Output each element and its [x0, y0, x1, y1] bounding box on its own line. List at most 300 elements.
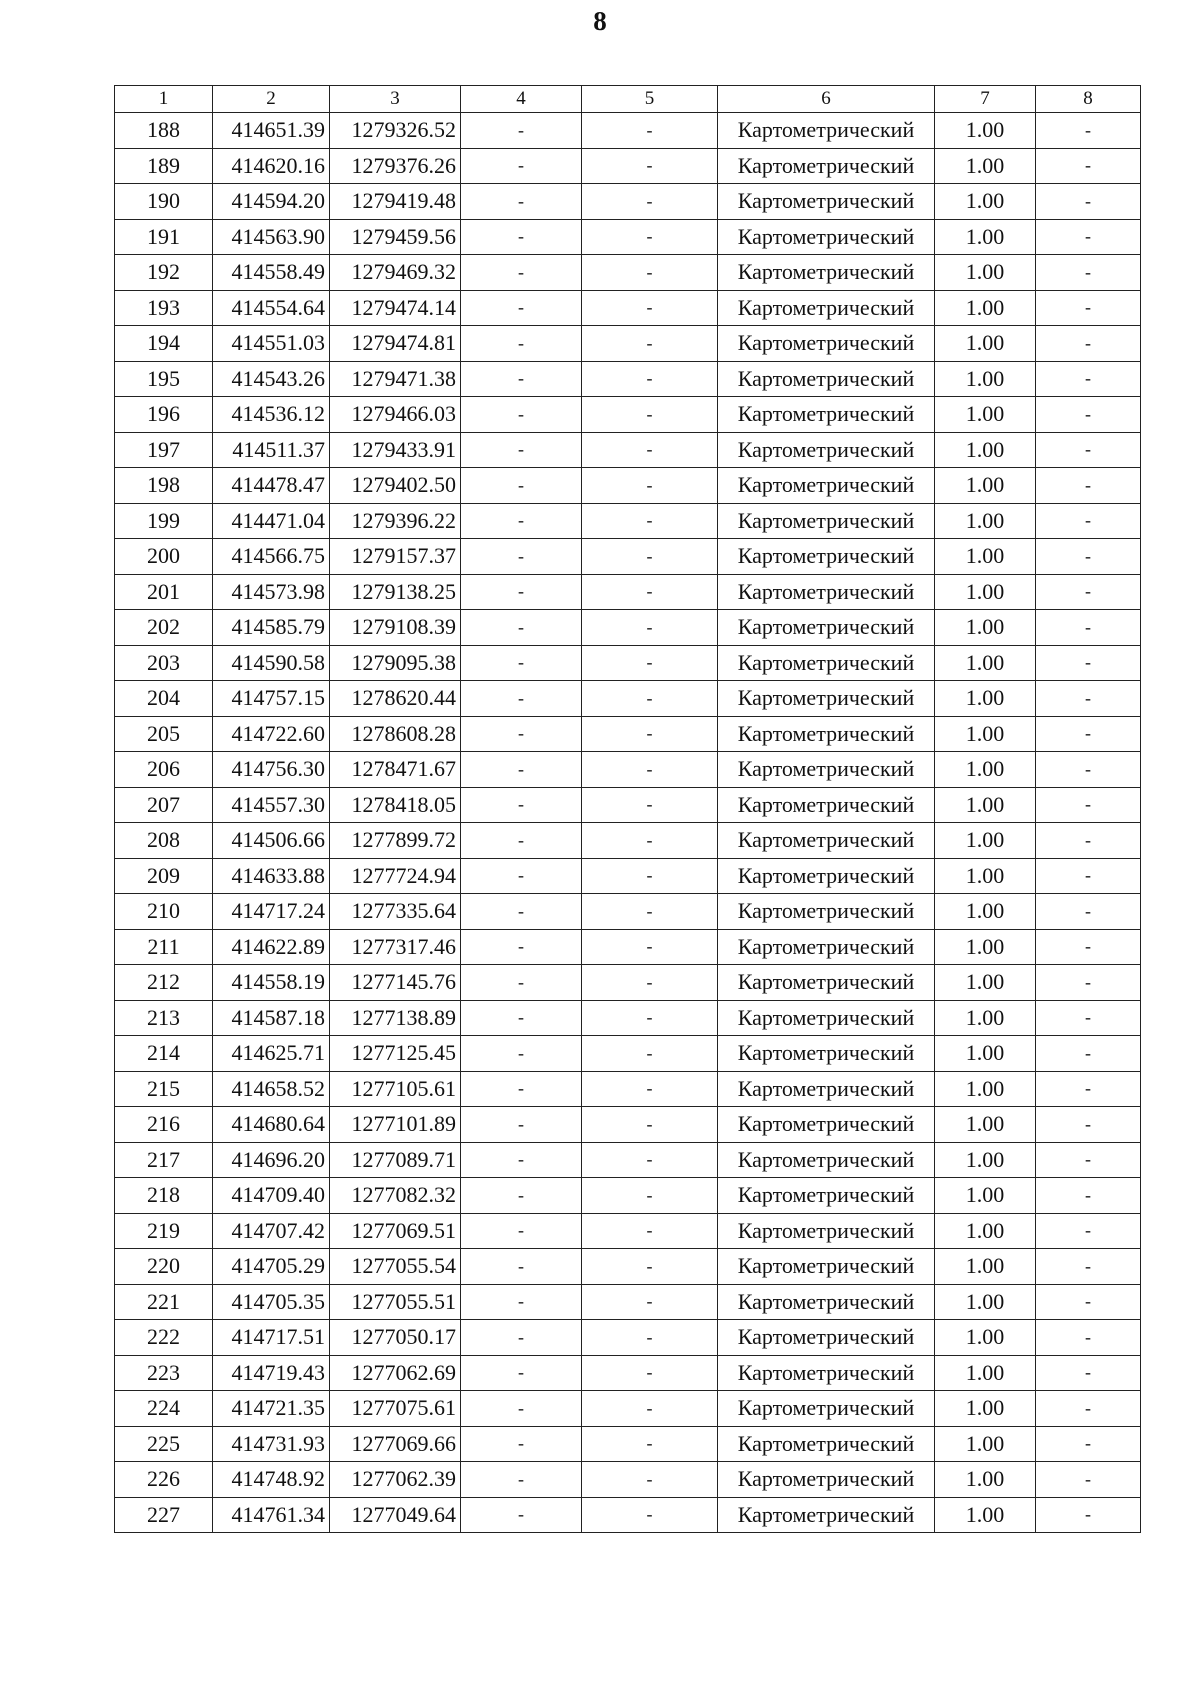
table-row	[115, 1000, 1141, 1036]
cell-col-8: -	[1036, 1391, 1141, 1427]
cell-point-number: 208	[115, 823, 213, 859]
cell-y-coordinate: 1279326.52	[330, 113, 461, 149]
cell-accuracy: 1.00	[935, 539, 1036, 575]
cell-x-coordinate: 414551.03	[213, 326, 330, 362]
cell-point-number: 213	[115, 1000, 213, 1036]
cell-point-number: 194	[115, 326, 213, 362]
cell-accuracy: 1.00	[935, 787, 1036, 823]
cell-col-4: -	[461, 894, 582, 930]
cell-point-number: 193	[115, 290, 213, 326]
cell-y-coordinate: 1278620.44	[330, 681, 461, 717]
cell-col-5: -	[582, 929, 718, 965]
cell-x-coordinate: 414707.42	[213, 1213, 330, 1249]
cell-y-coordinate: 1277317.46	[330, 929, 461, 965]
cell-y-coordinate: 1277062.39	[330, 1462, 461, 1498]
cell-x-coordinate: 414696.20	[213, 1142, 330, 1178]
cell-y-coordinate: 1277899.72	[330, 823, 461, 859]
cell-point-number: 189	[115, 148, 213, 184]
cell-col-8: -	[1036, 610, 1141, 646]
cell-col-4: -	[461, 1391, 582, 1427]
cell-col-8: -	[1036, 787, 1141, 823]
cell-accuracy: 1.00	[935, 1036, 1036, 1072]
cell-accuracy: 1.00	[935, 858, 1036, 894]
cell-col-8: -	[1036, 1107, 1141, 1143]
cell-col-8: -	[1036, 1355, 1141, 1391]
cell-accuracy: 1.00	[935, 1391, 1036, 1427]
cell-x-coordinate: 414563.90	[213, 219, 330, 255]
cell-y-coordinate: 1277069.66	[330, 1426, 461, 1462]
cell-y-coordinate: 1279466.03	[330, 397, 461, 433]
cell-col-4: -	[461, 255, 582, 291]
cell-accuracy: 1.00	[935, 219, 1036, 255]
cell-accuracy: 1.00	[935, 681, 1036, 717]
cell-accuracy: 1.00	[935, 184, 1036, 220]
cell-col-4: -	[461, 1036, 582, 1072]
table-row	[115, 113, 1141, 149]
cell-accuracy: 1.00	[935, 1249, 1036, 1285]
cell-col-4: -	[461, 610, 582, 646]
cell-col-4: -	[461, 1320, 582, 1356]
cell-col-5: -	[582, 1036, 718, 1072]
column-header-7: 7	[935, 86, 1036, 113]
cell-col-4: -	[461, 326, 582, 362]
table-row	[115, 1178, 1141, 1214]
cell-col-8: -	[1036, 1036, 1141, 1072]
table-row	[115, 1213, 1141, 1249]
cell-point-number: 223	[115, 1355, 213, 1391]
table-row	[115, 716, 1141, 752]
table-header-row	[115, 86, 1141, 113]
cell-point-number: 225	[115, 1426, 213, 1462]
table-row	[115, 1071, 1141, 1107]
cell-col-5: -	[582, 645, 718, 681]
cell-method: Картометрический	[718, 1284, 935, 1320]
cell-point-number: 206	[115, 752, 213, 788]
cell-y-coordinate: 1277082.32	[330, 1178, 461, 1214]
cell-point-number: 197	[115, 432, 213, 468]
cell-col-5: -	[582, 1284, 718, 1320]
table-row	[115, 823, 1141, 859]
cell-point-number: 224	[115, 1391, 213, 1427]
cell-col-4: -	[461, 1213, 582, 1249]
cell-col-4: -	[461, 432, 582, 468]
cell-y-coordinate: 1279459.56	[330, 219, 461, 255]
cell-point-number: 203	[115, 645, 213, 681]
cell-method: Картометрический	[718, 858, 935, 894]
cell-col-5: -	[582, 148, 718, 184]
cell-point-number: 190	[115, 184, 213, 220]
table-row	[115, 1036, 1141, 1072]
cell-accuracy: 1.00	[935, 1284, 1036, 1320]
cell-col-8: -	[1036, 1497, 1141, 1533]
cell-method: Картометрический	[718, 219, 935, 255]
cell-col-5: -	[582, 184, 718, 220]
cell-point-number: 192	[115, 255, 213, 291]
cell-method: Картометрический	[718, 148, 935, 184]
cell-col-4: -	[461, 361, 582, 397]
table-row	[115, 894, 1141, 930]
cell-method: Картометрический	[718, 574, 935, 610]
cell-method: Картометрический	[718, 1249, 935, 1285]
cell-accuracy: 1.00	[935, 113, 1036, 149]
cell-point-number: 216	[115, 1107, 213, 1143]
table-row	[115, 326, 1141, 362]
table-row	[115, 1355, 1141, 1391]
cell-x-coordinate: 414587.18	[213, 1000, 330, 1036]
cell-col-4: -	[461, 681, 582, 717]
cell-point-number: 198	[115, 468, 213, 504]
cell-accuracy: 1.00	[935, 965, 1036, 1001]
cell-col-4: -	[461, 823, 582, 859]
cell-point-number: 191	[115, 219, 213, 255]
cell-x-coordinate: 414721.35	[213, 1391, 330, 1427]
cell-method: Картометрический	[718, 539, 935, 575]
cell-x-coordinate: 414761.34	[213, 1497, 330, 1533]
cell-accuracy: 1.00	[935, 1178, 1036, 1214]
cell-accuracy: 1.00	[935, 290, 1036, 326]
cell-col-5: -	[582, 1426, 718, 1462]
cell-y-coordinate: 1279419.48	[330, 184, 461, 220]
cell-point-number: 210	[115, 894, 213, 930]
cell-x-coordinate: 414585.79	[213, 610, 330, 646]
cell-method: Картометрический	[718, 255, 935, 291]
cell-x-coordinate: 414573.98	[213, 574, 330, 610]
cell-accuracy: 1.00	[935, 1000, 1036, 1036]
cell-col-8: -	[1036, 184, 1141, 220]
cell-point-number: 188	[115, 113, 213, 149]
table-row	[115, 148, 1141, 184]
cell-point-number: 226	[115, 1462, 213, 1498]
cell-point-number: 202	[115, 610, 213, 646]
cell-point-number: 220	[115, 1249, 213, 1285]
cell-accuracy: 1.00	[935, 1355, 1036, 1391]
cell-accuracy: 1.00	[935, 716, 1036, 752]
cell-x-coordinate: 414543.26	[213, 361, 330, 397]
cell-accuracy: 1.00	[935, 148, 1036, 184]
cell-col-4: -	[461, 148, 582, 184]
cell-y-coordinate: 1279433.91	[330, 432, 461, 468]
table-row	[115, 1284, 1141, 1320]
cell-accuracy: 1.00	[935, 397, 1036, 433]
cell-col-8: -	[1036, 432, 1141, 468]
cell-method: Картометрический	[718, 1178, 935, 1214]
cell-col-5: -	[582, 752, 718, 788]
table-row	[115, 858, 1141, 894]
cell-col-4: -	[461, 645, 582, 681]
cell-x-coordinate: 414722.60	[213, 716, 330, 752]
cell-y-coordinate: 1277075.61	[330, 1391, 461, 1427]
cell-method: Картометрический	[718, 787, 935, 823]
cell-col-5: -	[582, 1462, 718, 1498]
cell-col-4: -	[461, 787, 582, 823]
table-row	[115, 1497, 1141, 1533]
cell-col-8: -	[1036, 219, 1141, 255]
cell-col-5: -	[582, 432, 718, 468]
table-row	[115, 1462, 1141, 1498]
cell-method: Картометрический	[718, 113, 935, 149]
cell-y-coordinate: 1279396.22	[330, 503, 461, 539]
table-row	[115, 1142, 1141, 1178]
cell-col-4: -	[461, 1178, 582, 1214]
cell-col-8: -	[1036, 823, 1141, 859]
cell-col-8: -	[1036, 148, 1141, 184]
cell-y-coordinate: 1277138.89	[330, 1000, 461, 1036]
cell-col-8: -	[1036, 1071, 1141, 1107]
cell-col-4: -	[461, 503, 582, 539]
cell-col-8: -	[1036, 1213, 1141, 1249]
cell-point-number: 219	[115, 1213, 213, 1249]
cell-accuracy: 1.00	[935, 610, 1036, 646]
cell-col-4: -	[461, 1355, 582, 1391]
cell-col-4: -	[461, 539, 582, 575]
cell-y-coordinate: 1277050.17	[330, 1320, 461, 1356]
cell-x-coordinate: 414757.15	[213, 681, 330, 717]
cell-method: Картометрический	[718, 894, 935, 930]
cell-x-coordinate: 414558.49	[213, 255, 330, 291]
cell-col-5: -	[582, 574, 718, 610]
cell-col-8: -	[1036, 1142, 1141, 1178]
cell-method: Картометрический	[718, 1355, 935, 1391]
cell-x-coordinate: 414566.75	[213, 539, 330, 575]
cell-col-8: -	[1036, 361, 1141, 397]
cell-col-4: -	[461, 929, 582, 965]
cell-col-8: -	[1036, 255, 1141, 291]
cell-accuracy: 1.00	[935, 1142, 1036, 1178]
cell-x-coordinate: 414511.37	[213, 432, 330, 468]
cell-col-8: -	[1036, 1249, 1141, 1285]
table-row	[115, 1320, 1141, 1356]
cell-accuracy: 1.00	[935, 823, 1036, 859]
cell-y-coordinate: 1277105.61	[330, 1071, 461, 1107]
cell-y-coordinate: 1277055.51	[330, 1284, 461, 1320]
cell-accuracy: 1.00	[935, 1497, 1036, 1533]
cell-col-8: -	[1036, 752, 1141, 788]
cell-col-5: -	[582, 858, 718, 894]
cell-col-5: -	[582, 503, 718, 539]
cell-method: Картометрический	[718, 929, 935, 965]
cell-x-coordinate: 414590.58	[213, 645, 330, 681]
cell-col-4: -	[461, 1071, 582, 1107]
cell-col-5: -	[582, 1107, 718, 1143]
table-row	[115, 184, 1141, 220]
cell-col-4: -	[461, 1462, 582, 1498]
cell-y-coordinate: 1279376.26	[330, 148, 461, 184]
table-row	[115, 219, 1141, 255]
cell-point-number: 221	[115, 1284, 213, 1320]
cell-x-coordinate: 414557.30	[213, 787, 330, 823]
cell-col-5: -	[582, 219, 718, 255]
cell-accuracy: 1.00	[935, 326, 1036, 362]
cell-col-8: -	[1036, 290, 1141, 326]
cell-col-8: -	[1036, 1320, 1141, 1356]
table-row	[115, 290, 1141, 326]
cell-col-5: -	[582, 1071, 718, 1107]
cell-x-coordinate: 414709.40	[213, 1178, 330, 1214]
table-row	[115, 610, 1141, 646]
table-row	[115, 503, 1141, 539]
cell-y-coordinate: 1279474.81	[330, 326, 461, 362]
cell-col-5: -	[582, 681, 718, 717]
cell-col-5: -	[582, 468, 718, 504]
cell-col-8: -	[1036, 503, 1141, 539]
cell-method: Картометрический	[718, 1462, 935, 1498]
cell-accuracy: 1.00	[935, 1071, 1036, 1107]
cell-method: Картометрический	[718, 1071, 935, 1107]
cell-method: Картометрический	[718, 752, 935, 788]
cell-y-coordinate: 1277069.51	[330, 1213, 461, 1249]
cell-accuracy: 1.00	[935, 1426, 1036, 1462]
cell-method: Картометрический	[718, 965, 935, 1001]
cell-y-coordinate: 1278418.05	[330, 787, 461, 823]
table-row	[115, 361, 1141, 397]
cell-x-coordinate: 414622.89	[213, 929, 330, 965]
cell-x-coordinate: 414748.92	[213, 1462, 330, 1498]
cell-method: Картометрический	[718, 716, 935, 752]
cell-accuracy: 1.00	[935, 255, 1036, 291]
cell-col-5: -	[582, 326, 718, 362]
table-row	[115, 787, 1141, 823]
cell-method: Картометрический	[718, 681, 935, 717]
cell-method: Картометрический	[718, 1107, 935, 1143]
cell-method: Картометрический	[718, 397, 935, 433]
cell-col-8: -	[1036, 681, 1141, 717]
table-row	[115, 574, 1141, 610]
cell-x-coordinate: 414594.20	[213, 184, 330, 220]
cell-point-number: 209	[115, 858, 213, 894]
cell-col-4: -	[461, 1284, 582, 1320]
cell-accuracy: 1.00	[935, 468, 1036, 504]
cell-col-4: -	[461, 468, 582, 504]
cell-method: Картометрический	[718, 645, 935, 681]
cell-col-4: -	[461, 1000, 582, 1036]
cell-col-8: -	[1036, 539, 1141, 575]
cell-col-5: -	[582, 1142, 718, 1178]
cell-x-coordinate: 414633.88	[213, 858, 330, 894]
cell-col-4: -	[461, 1142, 582, 1178]
cell-col-8: -	[1036, 894, 1141, 930]
cell-x-coordinate: 414731.93	[213, 1426, 330, 1462]
cell-x-coordinate: 414536.12	[213, 397, 330, 433]
cell-point-number: 195	[115, 361, 213, 397]
cell-y-coordinate: 1279469.32	[330, 255, 461, 291]
cell-x-coordinate: 414651.39	[213, 113, 330, 149]
cell-col-8: -	[1036, 1284, 1141, 1320]
cell-y-coordinate: 1279474.14	[330, 290, 461, 326]
table-row	[115, 645, 1141, 681]
cell-point-number: 214	[115, 1036, 213, 1072]
cell-col-5: -	[582, 1497, 718, 1533]
table-row	[115, 1107, 1141, 1143]
cell-col-5: -	[582, 361, 718, 397]
cell-col-8: -	[1036, 468, 1141, 504]
table-row	[115, 929, 1141, 965]
table-row	[115, 1249, 1141, 1285]
page-number: 8	[593, 6, 607, 36]
cell-col-4: -	[461, 397, 582, 433]
cell-point-number: 217	[115, 1142, 213, 1178]
cell-point-number: 211	[115, 929, 213, 965]
cell-col-8: -	[1036, 858, 1141, 894]
cell-point-number: 218	[115, 1178, 213, 1214]
cell-method: Картометрический	[718, 1391, 935, 1427]
cell-x-coordinate: 414719.43	[213, 1355, 330, 1391]
cell-col-8: -	[1036, 397, 1141, 433]
cell-col-8: -	[1036, 1426, 1141, 1462]
cell-method: Картометрический	[718, 326, 935, 362]
cell-col-5: -	[582, 1391, 718, 1427]
cell-col-5: -	[582, 965, 718, 1001]
cell-accuracy: 1.00	[935, 929, 1036, 965]
cell-x-coordinate: 414705.29	[213, 1249, 330, 1285]
cell-y-coordinate: 1279402.50	[330, 468, 461, 504]
cell-point-number: 207	[115, 787, 213, 823]
cell-col-8: -	[1036, 1462, 1141, 1498]
cell-y-coordinate: 1279108.39	[330, 610, 461, 646]
cell-method: Картометрический	[718, 184, 935, 220]
cell-col-4: -	[461, 219, 582, 255]
cell-accuracy: 1.00	[935, 361, 1036, 397]
cell-accuracy: 1.00	[935, 503, 1036, 539]
cell-y-coordinate: 1278471.67	[330, 752, 461, 788]
cell-col-5: -	[582, 1213, 718, 1249]
cell-col-8: -	[1036, 965, 1141, 1001]
cell-y-coordinate: 1277145.76	[330, 965, 461, 1001]
cell-x-coordinate: 414506.66	[213, 823, 330, 859]
cell-point-number: 215	[115, 1071, 213, 1107]
cell-method: Картометрический	[718, 1320, 935, 1356]
cell-col-5: -	[582, 610, 718, 646]
cell-y-coordinate: 1279095.38	[330, 645, 461, 681]
cell-col-5: -	[582, 1320, 718, 1356]
cell-accuracy: 1.00	[935, 432, 1036, 468]
cell-accuracy: 1.00	[935, 574, 1036, 610]
cell-x-coordinate: 414680.64	[213, 1107, 330, 1143]
column-header-3: 3	[330, 86, 461, 113]
cell-point-number: 222	[115, 1320, 213, 1356]
cell-y-coordinate: 1278608.28	[330, 716, 461, 752]
cell-method: Картометрический	[718, 1426, 935, 1462]
cell-col-5: -	[582, 1178, 718, 1214]
cell-x-coordinate: 414717.51	[213, 1320, 330, 1356]
cell-col-5: -	[582, 1000, 718, 1036]
cell-x-coordinate: 414558.19	[213, 965, 330, 1001]
cell-col-8: -	[1036, 113, 1141, 149]
column-header-8: 8	[1036, 86, 1141, 113]
column-header-5: 5	[582, 86, 718, 113]
cell-accuracy: 1.00	[935, 645, 1036, 681]
cell-y-coordinate: 1277335.64	[330, 894, 461, 930]
cell-col-5: -	[582, 255, 718, 291]
cell-accuracy: 1.00	[935, 894, 1036, 930]
cell-col-4: -	[461, 1426, 582, 1462]
cell-col-4: -	[461, 113, 582, 149]
cell-col-8: -	[1036, 1000, 1141, 1036]
cell-col-4: -	[461, 752, 582, 788]
cell-col-5: -	[582, 1355, 718, 1391]
cell-point-number: 200	[115, 539, 213, 575]
column-header-6: 6	[718, 86, 935, 113]
cell-col-4: -	[461, 716, 582, 752]
cell-point-number: 199	[115, 503, 213, 539]
cell-method: Картометрический	[718, 1036, 935, 1072]
coordinates-table	[114, 85, 1141, 1533]
cell-point-number: 204	[115, 681, 213, 717]
cell-y-coordinate: 1279138.25	[330, 574, 461, 610]
cell-y-coordinate: 1279157.37	[330, 539, 461, 575]
cell-col-4: -	[461, 1497, 582, 1533]
cell-y-coordinate: 1277724.94	[330, 858, 461, 894]
table-row	[115, 397, 1141, 433]
